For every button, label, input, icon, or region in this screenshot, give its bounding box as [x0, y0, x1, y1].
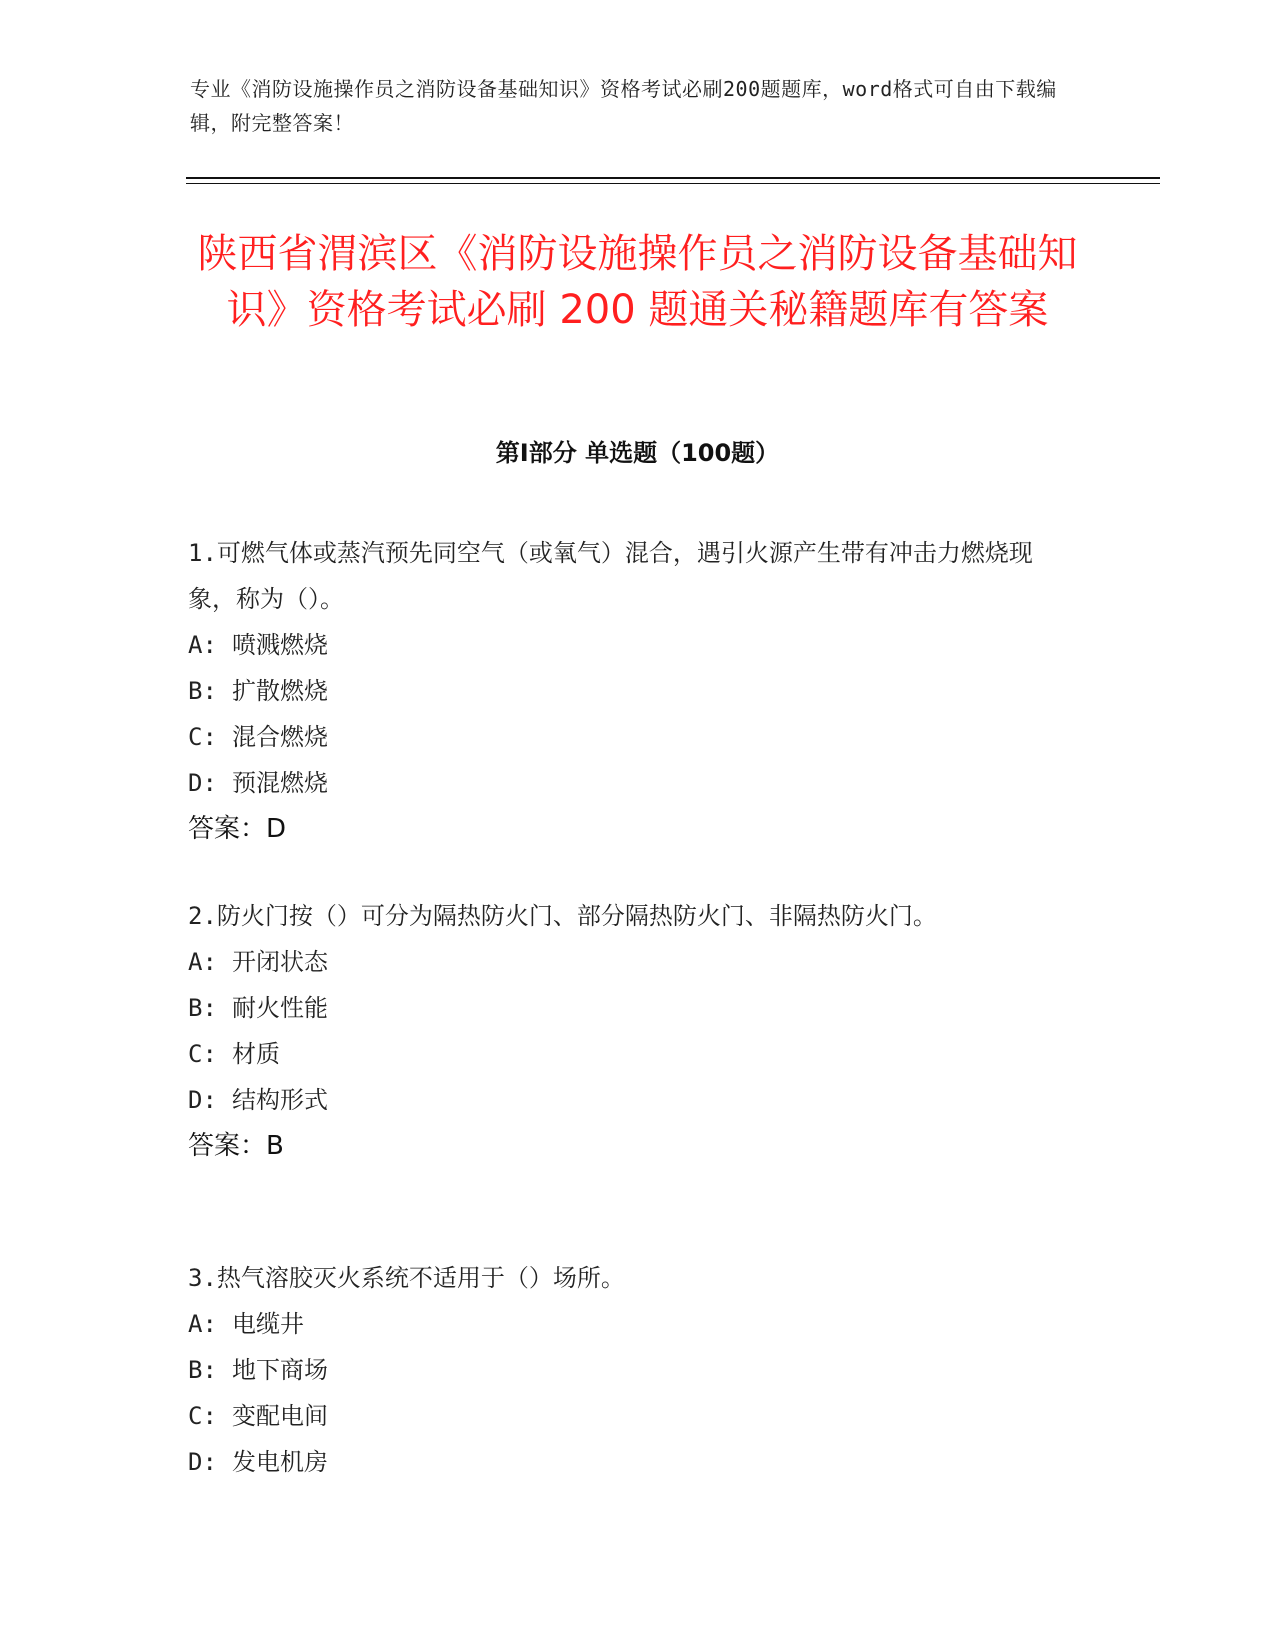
- option-d: [188, 1077, 1068, 1123]
- option-key: B:: [188, 677, 217, 705]
- question-1: [188, 530, 1068, 852]
- option-a: [188, 622, 1068, 668]
- option-a: [188, 939, 1068, 985]
- option-key: C:: [188, 1402, 217, 1430]
- option-key: A:: [188, 1310, 217, 1338]
- option-d: [188, 760, 1068, 806]
- option-text: 发电机房: [232, 1448, 328, 1476]
- option-text: 耐火性能: [232, 994, 328, 1022]
- answer-line: 答案：B: [188, 1131, 284, 1161]
- option-c: [188, 1393, 1068, 1439]
- option-c: [188, 1031, 1068, 1077]
- option-c: [188, 714, 1068, 760]
- header-note: 专业《消防设施操作员之消防设备基础知识》资格考试必刷200题题库，word格式可自由下载编辑，附完整答案！: [190, 77, 1057, 135]
- option-text: 混合燃烧: [232, 723, 328, 751]
- option-b: [188, 1347, 1068, 1393]
- option-text: 扩散燃烧: [232, 677, 328, 705]
- question-3: [188, 1255, 1068, 1485]
- question-stem: 2.防火门按（）可分为隔热防火门、部分隔热防火门、非隔热防火门。: [188, 902, 937, 930]
- option-text: 变配电间: [232, 1402, 328, 1430]
- option-text: 结构形式: [232, 1086, 328, 1114]
- option-key: B:: [188, 1356, 217, 1384]
- option-text: 开闭状态: [232, 948, 328, 976]
- question-stem: 3.热气溶胶灭火系统不适用于（）场所。: [188, 1264, 625, 1292]
- option-key: C:: [188, 1040, 217, 1068]
- option-text: 预混燃烧: [232, 769, 328, 797]
- option-key: D:: [188, 769, 217, 797]
- option-b: [188, 668, 1068, 714]
- option-d: [188, 1439, 1068, 1485]
- document-title: 陕西省渭滨区《消防设施操作员之消防设备基础知识》资格考试必刷 200 题通关秘籍题库有答案: [197, 231, 1078, 333]
- option-text: 喷溅燃烧: [232, 631, 328, 659]
- option-key: A:: [188, 948, 217, 976]
- option-text: 地下商场: [232, 1356, 328, 1384]
- option-text: 电缆井: [232, 1310, 304, 1338]
- option-text: 材质: [232, 1040, 280, 1068]
- option-b: [188, 985, 1068, 1031]
- option-a: [188, 1301, 1068, 1347]
- option-key: C:: [188, 723, 217, 751]
- answer-line: 答案：D: [188, 814, 287, 844]
- question-2: [188, 893, 1068, 1169]
- option-key: B:: [188, 994, 217, 1022]
- section-heading: 第Ⅰ部分 单选题（100题）: [495, 439, 780, 467]
- header-rule-thick: [186, 177, 1160, 179]
- option-key: D:: [188, 1086, 217, 1114]
- option-key: A:: [188, 631, 217, 659]
- header-rule-thin: [186, 183, 1160, 184]
- question-stem: 1.可燃气体或蒸汽预先同空气（或氧气）混合，遇引火源产生带有冲击力燃烧现象，称为（）。: [188, 539, 1033, 613]
- option-key: D:: [188, 1448, 217, 1476]
